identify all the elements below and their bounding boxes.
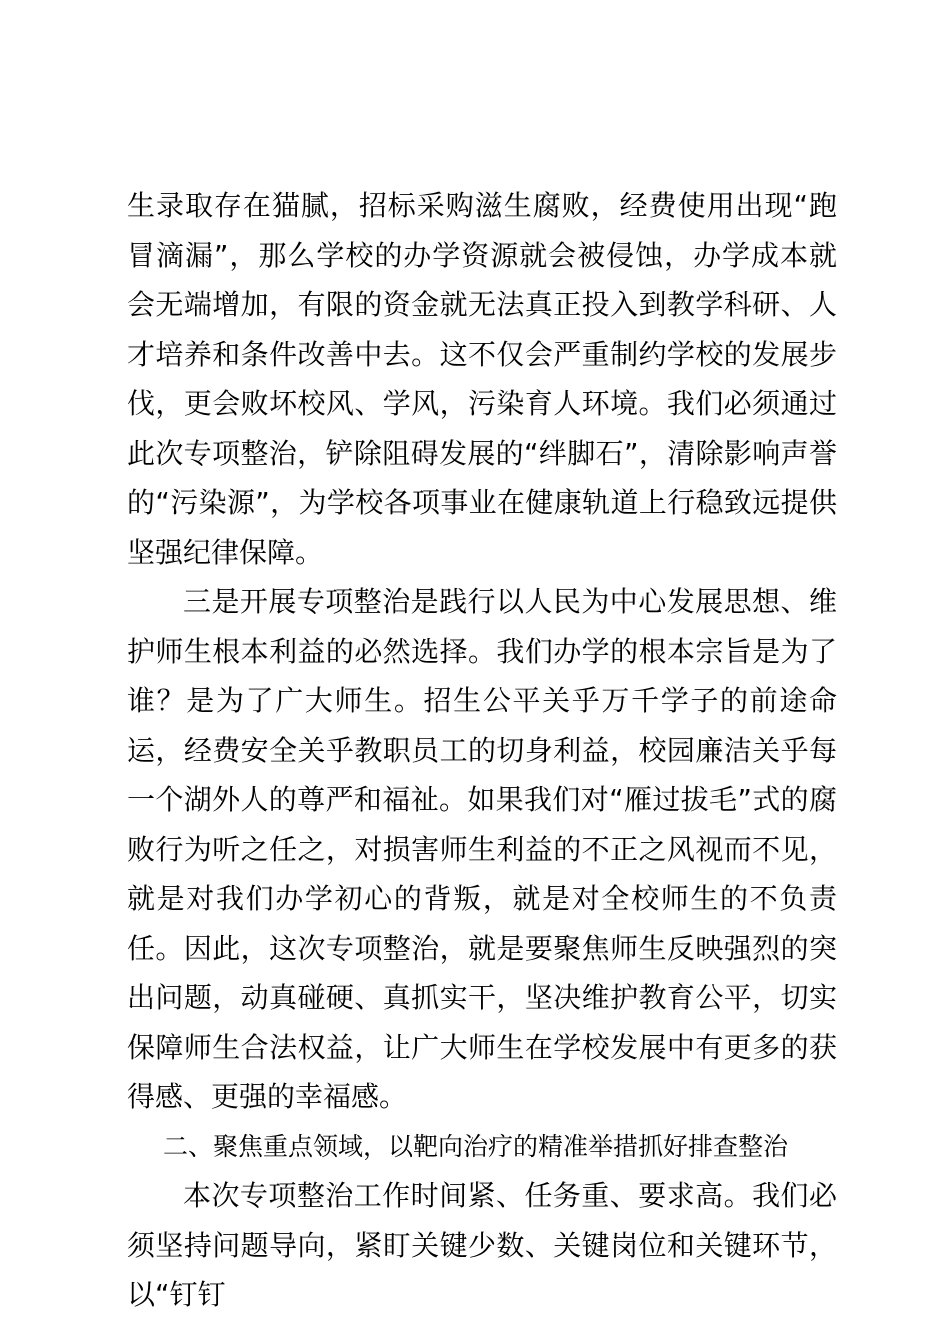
document-body xyxy=(127,181,837,1320)
paragraph-section-two-intro: 本次专项整治工作时间紧、任务重、要求高。我们必须坚持问题导向，紧盯关键少数、关键岗位和关键环节，以“钉钉 xyxy=(127,1179,837,1311)
paragraph-point-three: 三是开展专项整治是践行以人民为中心发展思想、维护师生根本利益的必然选择。我们办学的根本宗旨是为了谁？是为了广大师生。招生公平关乎万千学子的前途命运，经费安全关乎教职员工的切身利益，校园廉洁关乎每一个湖外人的尊严和福祉。如果我们对“雁过拔毛”式的腐败行为听之任之，对损害师生利益的不正之风视而不见，就是对我们办学初心的背叛，就是对全校师生的不负责任。因此，这次专项整治，就是要聚焦师生反映强烈的突出问题，动真碰硬、真抓实干，坚决维护教育公平，切实保障师生合法权益，让广大师生在学校发展中有更多的获得感、更强的幸福感。 xyxy=(127,585,837,1113)
section-heading-two: 二、聚焦重点领域，以靶向治疗的精准举措抓好排查整治 xyxy=(163,1131,789,1161)
paragraph-continuation: 生录取存在猫腻，招标采购滋生腐败，经费使用出现“跑冒滴漏”，那么学校的办学资源就会被侵蚀，办学成本就会无端增加，有限的资金就无法真正投入到教学科研、人才培养和条件改善中去。这不仅会严重制约学校的发展步伐，更会败坏校风、学风，污染育人环境。我们必须通过此次专项整治，铲除阻碍发展的“绊脚石”，清除影响声誉的“污染源”，为学校各项事业在健康轨道上行稳致远提供坚强纪律保障。 xyxy=(127,189,837,569)
